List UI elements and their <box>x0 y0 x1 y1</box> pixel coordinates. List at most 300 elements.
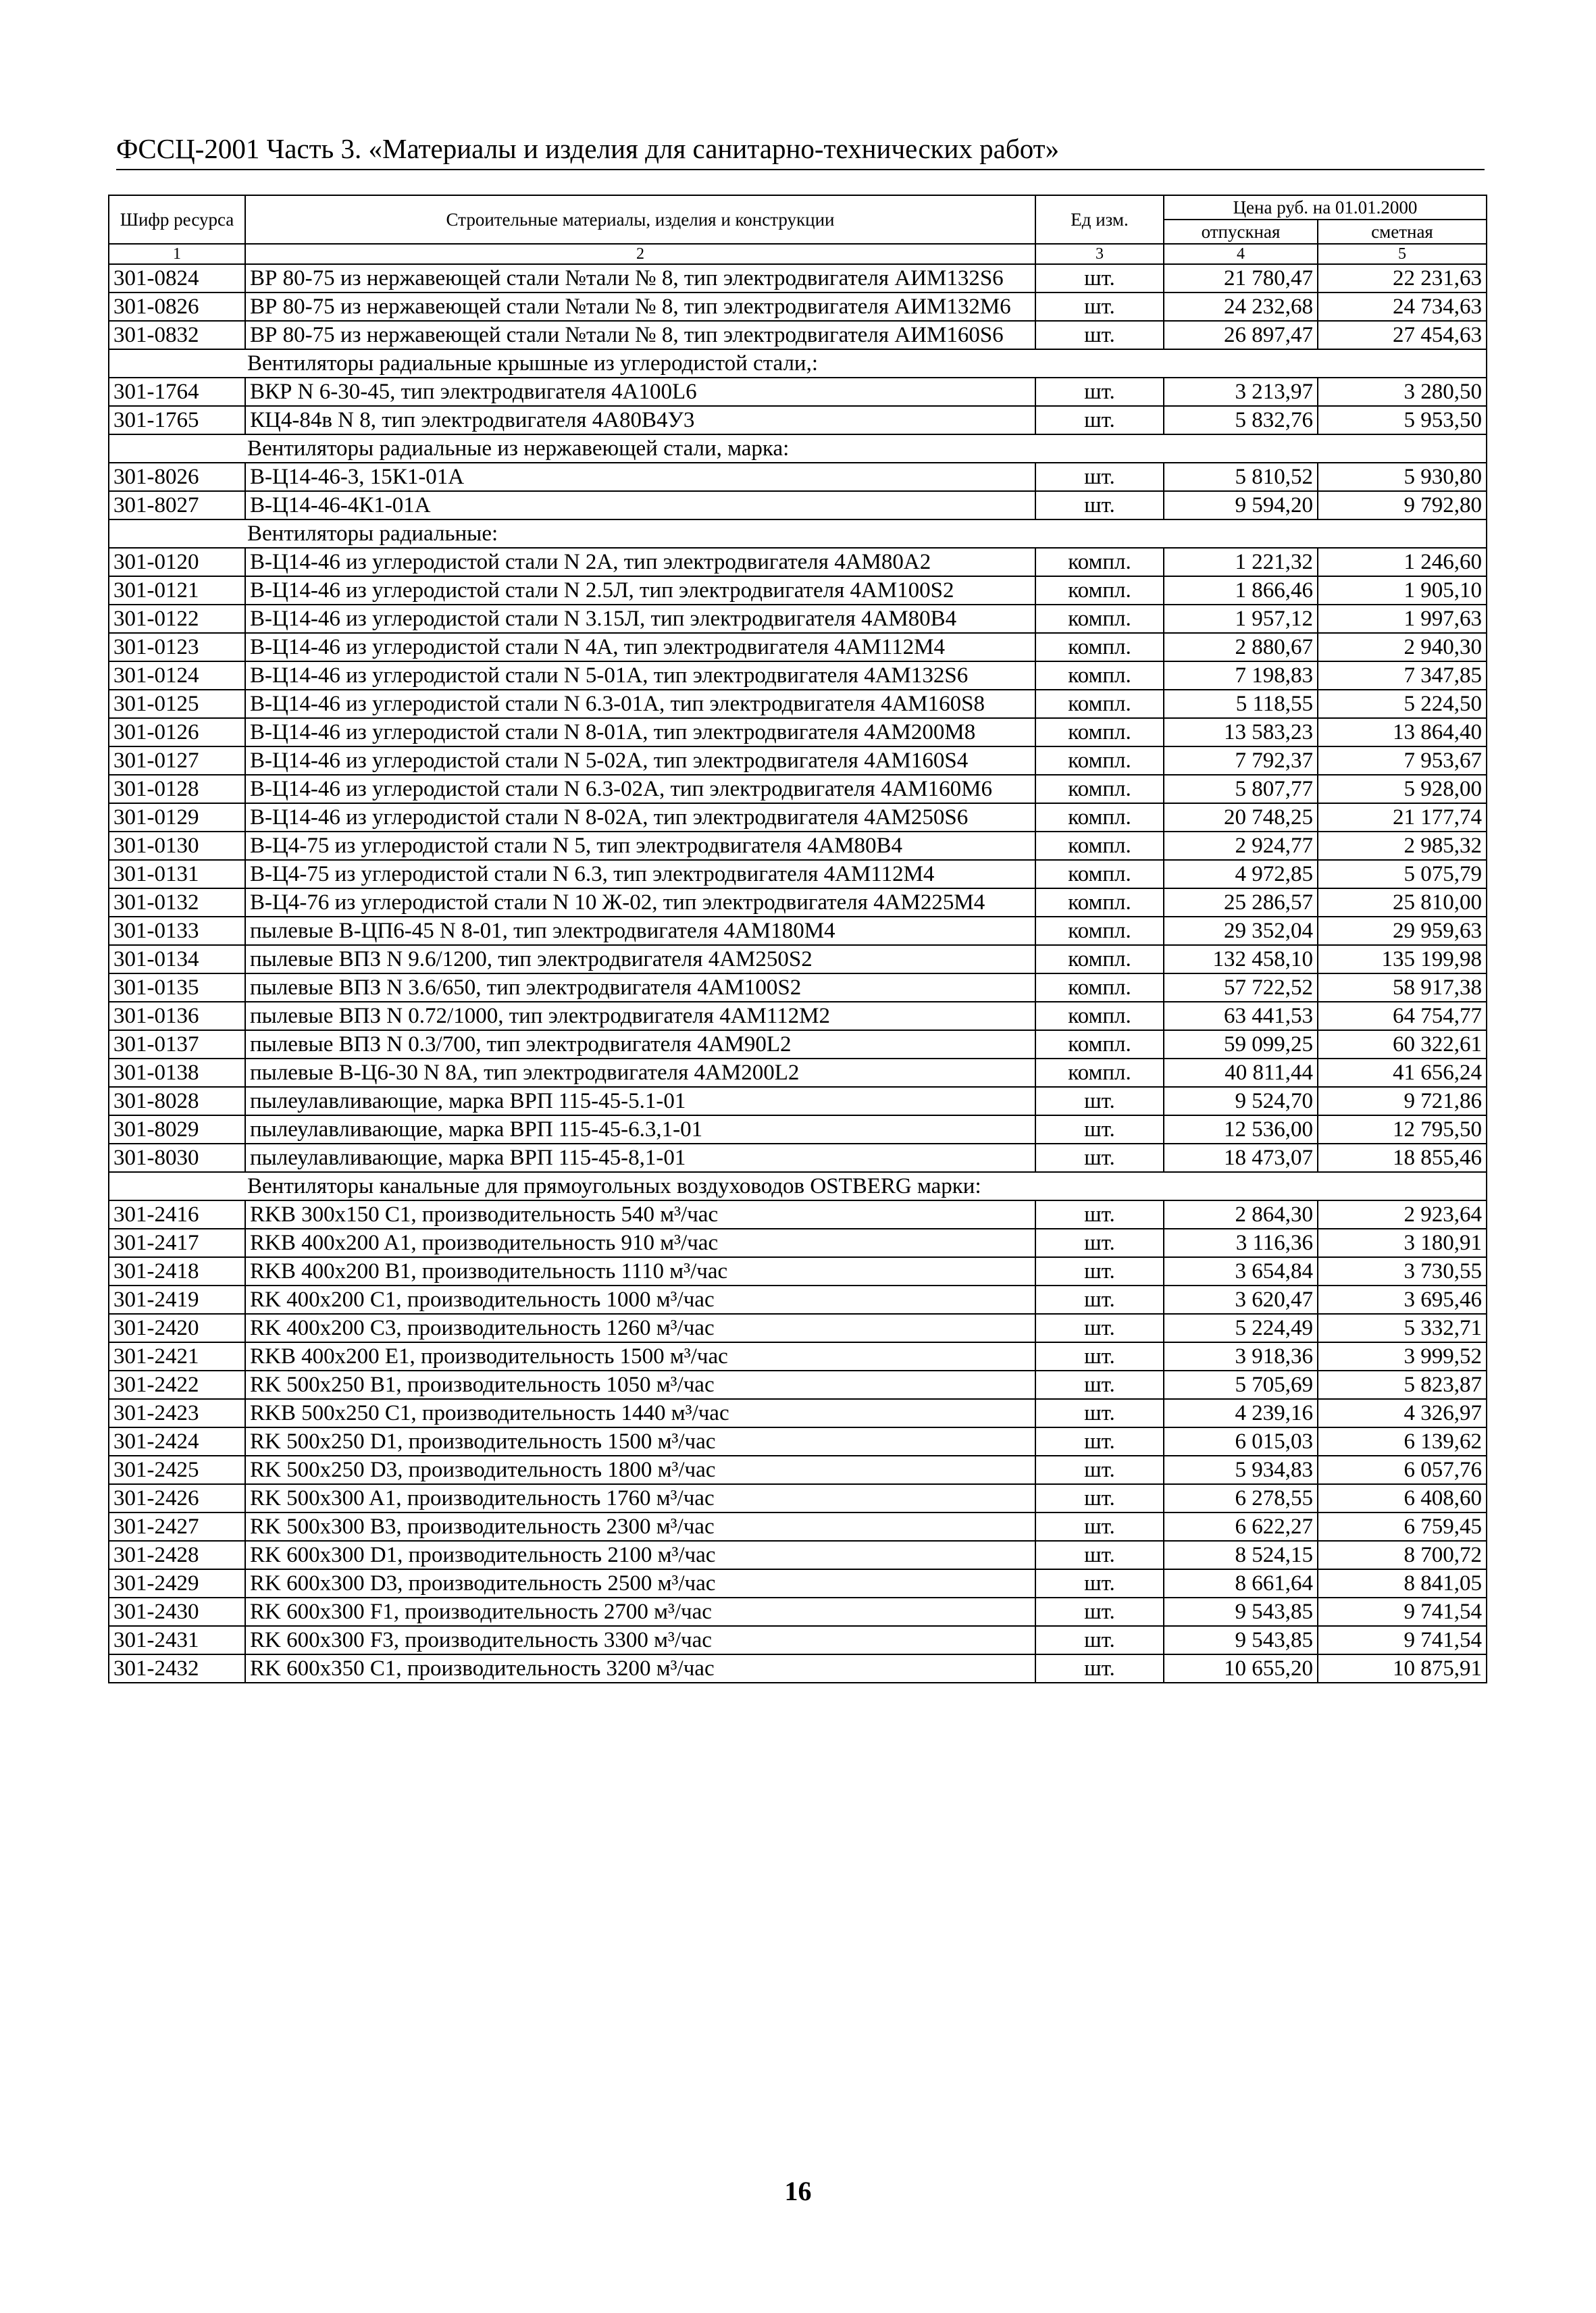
cell-price-release: 24 232,68 <box>1164 293 1318 321</box>
cell-name: пылевые В-ЦП6-45 N 8-01, тип электродвигателя 4АМ180М4 <box>245 917 1035 945</box>
cell-name: пылевые ВПЗ N 3.6/650, тип электродвигателя 4АМ100S2 <box>245 973 1035 1002</box>
table-row <box>109 1200 1487 1229</box>
table-row <box>109 1399 1487 1427</box>
cell-name: В-Ц4-75 из углеродистой стали N 6.3, тип электродвигателя 4АМ112М4 <box>245 860 1035 888</box>
cell-price-release: 6 622,27 <box>1164 1513 1318 1541</box>
table-row <box>109 1059 1487 1087</box>
cell-code: 301-8027 <box>109 491 245 519</box>
cell-unit: шт. <box>1035 1257 1164 1286</box>
cell-name: RK 400x200 C1, производительность 1000 м³/час <box>245 1286 1035 1314</box>
cell-unit: шт. <box>1035 406 1164 434</box>
page-number: 16 <box>784 2176 812 2206</box>
cell-name: пылевые ВПЗ N 0.3/700, тип электродвигателя 4АМ90L2 <box>245 1030 1035 1059</box>
table-body <box>109 264 1487 1683</box>
cell-price-estimate: 4 326,97 <box>1318 1399 1487 1427</box>
header-price-group: Цена руб. на 01.01.2000 <box>1164 195 1487 220</box>
cell-name: пылевые В-Ц6-30 N 8А, тип электродвигателя 4АМ200L2 <box>245 1059 1035 1087</box>
cell-price-estimate: 6 139,62 <box>1318 1427 1487 1456</box>
cell-unit: шт. <box>1035 1342 1164 1371</box>
cell-price-estimate: 7 347,85 <box>1318 661 1487 690</box>
cell-price-estimate: 5 930,80 <box>1318 463 1487 491</box>
cell-price-release: 25 286,57 <box>1164 888 1318 917</box>
cell-code: 301-0136 <box>109 1002 245 1030</box>
header-rule <box>116 169 1485 170</box>
cell-unit: шт. <box>1035 491 1164 519</box>
cell-price-release: 6 278,55 <box>1164 1484 1318 1513</box>
cell-code: 301-0133 <box>109 917 245 945</box>
group-header-row <box>109 1172 1487 1200</box>
cell-unit: шт. <box>1035 293 1164 321</box>
cell-price-estimate: 9 741,54 <box>1318 1598 1487 1626</box>
cell-price-estimate: 60 322,61 <box>1318 1030 1487 1059</box>
cell-price-estimate: 5 928,00 <box>1318 775 1487 803</box>
cell-price-estimate: 3 180,91 <box>1318 1229 1487 1257</box>
column-number: 1 <box>109 244 245 264</box>
cell-code: 301-0128 <box>109 775 245 803</box>
cell-unit: шт. <box>1035 1541 1164 1569</box>
cell-unit: компл. <box>1035 661 1164 690</box>
cell-code: 301-0129 <box>109 803 245 832</box>
column-number: 4 <box>1164 244 1318 264</box>
cell-name: пылеулавливающие, марка ВРП 115-45-8,1-01 <box>245 1144 1035 1172</box>
page-header: ФССЦ-2001 Часть 3. «Материалы и изделия для санитарно-технических работ» <box>116 133 1060 164</box>
cell-unit: шт. <box>1035 321 1164 349</box>
cell-code: 301-0132 <box>109 888 245 917</box>
header-unit: Ед изм. <box>1035 195 1164 244</box>
cell-price-estimate: 3 730,55 <box>1318 1257 1487 1286</box>
cell-unit: шт. <box>1035 1115 1164 1144</box>
cell-code: 301-0134 <box>109 945 245 973</box>
table-row <box>109 832 1487 860</box>
cell-name: RK 500x300 B3, производительность 2300 м³/час <box>245 1513 1035 1541</box>
cell-price-estimate: 9 721,86 <box>1318 1087 1487 1115</box>
table-row <box>109 1257 1487 1286</box>
cell-price-release: 3 918,36 <box>1164 1342 1318 1371</box>
cell-name: В-Ц14-46 из углеродистой стали N 5-02А, тип электродвигателя 4АМ160S4 <box>245 746 1035 775</box>
cell-price-release: 3 116,36 <box>1164 1229 1318 1257</box>
cell-price-release: 18 473,07 <box>1164 1144 1318 1172</box>
cell-price-estimate: 21 177,74 <box>1318 803 1487 832</box>
cell-price-estimate: 6 408,60 <box>1318 1484 1487 1513</box>
cell-code: 301-8026 <box>109 463 245 491</box>
cell-code: 301-0127 <box>109 746 245 775</box>
column-number-row <box>109 244 1487 264</box>
cell-price-release: 9 594,20 <box>1164 491 1318 519</box>
cell-price-estimate: 1 246,60 <box>1318 548 1487 576</box>
cell-code: 301-0832 <box>109 321 245 349</box>
cell-code: 301-2422 <box>109 1371 245 1399</box>
cell-unit: компл. <box>1035 718 1164 746</box>
cell-code: 301-0826 <box>109 293 245 321</box>
cell-name: КЦ4-84в N 8, тип электродвигателя 4А80В4У3 <box>245 406 1035 434</box>
table-row <box>109 1513 1487 1541</box>
cell-code: 301-0138 <box>109 1059 245 1087</box>
cell-price-release: 57 722,52 <box>1164 973 1318 1002</box>
cell-code: 301-0135 <box>109 973 245 1002</box>
table-row <box>109 661 1487 690</box>
cell-unit: компл. <box>1035 746 1164 775</box>
table-row <box>109 1314 1487 1342</box>
cell-price-release: 132 458,10 <box>1164 945 1318 973</box>
table-row <box>109 1456 1487 1484</box>
cell-price-estimate: 13 864,40 <box>1318 718 1487 746</box>
cell-price-release: 3 213,97 <box>1164 378 1318 406</box>
table-row <box>109 1371 1487 1399</box>
table-row <box>109 1030 1487 1059</box>
cell-unit: компл. <box>1035 860 1164 888</box>
cell-price-release: 59 099,25 <box>1164 1030 1318 1059</box>
cell-name: RKB 400x200 A1, производительность 910 м³/час <box>245 1229 1035 1257</box>
table-row <box>109 888 1487 917</box>
cell-name: RK 500x250 D3, производительность 1800 м³/час <box>245 1456 1035 1484</box>
cell-price-release: 40 811,44 <box>1164 1059 1318 1087</box>
cell-price-release: 10 655,20 <box>1164 1654 1318 1683</box>
cell-price-release: 5 832,76 <box>1164 406 1318 434</box>
cell-code: 301-2425 <box>109 1456 245 1484</box>
cell-price-release: 9 524,70 <box>1164 1087 1318 1115</box>
cell-name: В-Ц4-76 из углеродистой стали N 10 Ж-02, тип электродвигателя 4АМ225М4 <box>245 888 1035 917</box>
cell-price-estimate: 2 940,30 <box>1318 633 1487 661</box>
cell-price-estimate: 5 953,50 <box>1318 406 1487 434</box>
table-row <box>109 1626 1487 1654</box>
cell-price-estimate: 6 759,45 <box>1318 1513 1487 1541</box>
header-name: Строительные материалы, изделия и конструкции <box>245 195 1035 244</box>
table-row <box>109 860 1487 888</box>
cell-price-release: 7 198,83 <box>1164 661 1318 690</box>
table-row <box>109 690 1487 718</box>
cell-name: RKB 300x150 C1, производительность 540 м³/час <box>245 1200 1035 1229</box>
table-row <box>109 378 1487 406</box>
cell-price-estimate: 9 741,54 <box>1318 1626 1487 1654</box>
column-number: 2 <box>245 244 1035 264</box>
cell-name: ВР 80-75 из нержавеющей стали №тали № 8, тип электродвигателя АИМ160S6 <box>245 321 1035 349</box>
cell-price-estimate: 10 875,91 <box>1318 1654 1487 1683</box>
cell-unit: шт. <box>1035 1286 1164 1314</box>
table-row <box>109 1002 1487 1030</box>
cell-unit: шт. <box>1035 1456 1164 1484</box>
cell-price-release: 5 934,83 <box>1164 1456 1318 1484</box>
cell-name: пылеулавливающие, марка ВРП 115-45-6.3,1-01 <box>245 1115 1035 1144</box>
table-row <box>109 945 1487 973</box>
cell-price-estimate: 6 057,76 <box>1318 1456 1487 1484</box>
cell-unit: шт. <box>1035 1484 1164 1513</box>
table-row <box>109 1569 1487 1598</box>
cell-code: 301-2423 <box>109 1399 245 1427</box>
cell-unit: шт. <box>1035 1654 1164 1683</box>
cell-price-estimate: 9 792,80 <box>1318 491 1487 519</box>
cell-price-release: 5 807,77 <box>1164 775 1318 803</box>
cell-price-release: 12 536,00 <box>1164 1115 1318 1144</box>
cell-name: RK 500x250 D1, производительность 1500 м³/час <box>245 1427 1035 1456</box>
cell-price-release: 5 118,55 <box>1164 690 1318 718</box>
cell-unit: компл. <box>1035 605 1164 633</box>
cell-name: RK 500x300 A1, производительность 1760 м³/час <box>245 1484 1035 1513</box>
cell-name: В-Ц14-46 из углеродистой стали N 6.3-02А, тип электродвигателя 4АМ160М6 <box>245 775 1035 803</box>
header-price-estimate: сметная <box>1318 220 1487 244</box>
cell-code: 301-8028 <box>109 1087 245 1115</box>
cell-name: пылевые ВПЗ N 0.72/1000, тип электродвигателя 4АМ112М2 <box>245 1002 1035 1030</box>
cell-unit: шт. <box>1035 1229 1164 1257</box>
table-row <box>109 293 1487 321</box>
cell-code: 301-2429 <box>109 1569 245 1598</box>
cell-code: 301-2416 <box>109 1200 245 1229</box>
cell-price-release: 3 620,47 <box>1164 1286 1318 1314</box>
cell-code: 301-2424 <box>109 1427 245 1456</box>
cell-name: RK 600x300 F3, производительность 3300 м³/час <box>245 1626 1035 1654</box>
cell-unit: компл. <box>1035 945 1164 973</box>
cell-price-estimate: 22 231,63 <box>1318 264 1487 293</box>
cell-name: В-Ц14-46 из углеродистой стали N 2А, тип электродвигателя 4АМ80А2 <box>245 548 1035 576</box>
cell-unit: компл. <box>1035 917 1164 945</box>
table-row <box>109 463 1487 491</box>
cell-code: 301-0123 <box>109 633 245 661</box>
cell-price-release: 5 705,69 <box>1164 1371 1318 1399</box>
table-row <box>109 1115 1487 1144</box>
cell-price-estimate: 24 734,63 <box>1318 293 1487 321</box>
cell-price-estimate: 25 810,00 <box>1318 888 1487 917</box>
cell-code: 301-2419 <box>109 1286 245 1314</box>
cell-unit: компл. <box>1035 633 1164 661</box>
cell-unit: шт. <box>1035 1569 1164 1598</box>
cell-code: 301-2426 <box>109 1484 245 1513</box>
cell-price-release: 2 924,77 <box>1164 832 1318 860</box>
cell-code: 301-0137 <box>109 1030 245 1059</box>
table-row <box>109 1484 1487 1513</box>
table-row <box>109 775 1487 803</box>
cell-code: 301-0122 <box>109 605 245 633</box>
cell-price-estimate: 1 905,10 <box>1318 576 1487 605</box>
cell-name: В-Ц14-46-3, 15К1-01А <box>245 463 1035 491</box>
table-row <box>109 973 1487 1002</box>
cell-name: RK 500x250 B1, производительность 1050 м³/час <box>245 1371 1035 1399</box>
cell-name: RKB 500x250 C1, производительность 1440 м³/час <box>245 1399 1035 1427</box>
cell-price-estimate: 58 917,38 <box>1318 973 1487 1002</box>
cell-code: 301-1764 <box>109 378 245 406</box>
cell-code: 301-0120 <box>109 548 245 576</box>
cell-name: RK 600x300 D1, производительность 2100 м³/час <box>245 1541 1035 1569</box>
header-row <box>109 195 1487 220</box>
group-label: Вентиляторы радиальные крышные из углеродистой стали,: <box>109 349 1487 378</box>
header-code: Шифр ресурса <box>109 195 245 244</box>
cell-price-release: 9 543,85 <box>1164 1626 1318 1654</box>
cell-name: В-Ц14-46 из углеродистой стали N 8-01А, тип электродвигателя 4АМ200М8 <box>245 718 1035 746</box>
cell-price-estimate: 8 700,72 <box>1318 1541 1487 1569</box>
table-row <box>109 491 1487 519</box>
cell-unit: шт. <box>1035 264 1164 293</box>
cell-price-estimate: 3 999,52 <box>1318 1342 1487 1371</box>
cell-unit: шт. <box>1035 1087 1164 1115</box>
cell-code: 301-8030 <box>109 1144 245 1172</box>
cell-price-release: 4 239,16 <box>1164 1399 1318 1427</box>
cell-code: 301-2432 <box>109 1654 245 1683</box>
cell-code: 301-2428 <box>109 1541 245 1569</box>
cell-unit: шт. <box>1035 1144 1164 1172</box>
cell-price-estimate: 29 959,63 <box>1318 917 1487 945</box>
price-table <box>108 195 1487 1683</box>
cell-unit: компл. <box>1035 576 1164 605</box>
cell-price-release: 5 810,52 <box>1164 463 1318 491</box>
table-row <box>109 1654 1487 1683</box>
cell-unit: компл. <box>1035 1059 1164 1087</box>
column-number: 5 <box>1318 244 1487 264</box>
cell-code: 301-8029 <box>109 1115 245 1144</box>
cell-name: RKB 400x200 E1, производительность 1500 м³/час <box>245 1342 1035 1371</box>
cell-code: 301-1765 <box>109 406 245 434</box>
cell-code: 301-2421 <box>109 1342 245 1371</box>
cell-price-estimate: 7 953,67 <box>1318 746 1487 775</box>
cell-unit: шт. <box>1035 378 1164 406</box>
cell-price-release: 8 524,15 <box>1164 1541 1318 1569</box>
cell-name: В-Ц14-46 из углеродистой стали N 8-02А, тип электродвигателя 4АМ250S6 <box>245 803 1035 832</box>
table-row <box>109 1286 1487 1314</box>
cell-price-estimate: 5 075,79 <box>1318 860 1487 888</box>
table-row <box>109 406 1487 434</box>
table-row <box>109 718 1487 746</box>
cell-name: В-Ц14-46 из углеродистой стали N 6.3-01А, тип электродвигателя 4АМ160S8 <box>245 690 1035 718</box>
cell-unit: компл. <box>1035 548 1164 576</box>
cell-price-release: 5 224,49 <box>1164 1314 1318 1342</box>
column-number: 3 <box>1035 244 1164 264</box>
table-row <box>109 264 1487 293</box>
cell-price-estimate: 5 332,71 <box>1318 1314 1487 1342</box>
cell-name: В-Ц14-46 из углеродистой стали N 2.5Л, тип электродвигателя 4АМ100S2 <box>245 576 1035 605</box>
cell-price-release: 8 661,64 <box>1164 1569 1318 1598</box>
cell-name: RK 600x300 D3, производительность 2500 м³/час <box>245 1569 1035 1598</box>
cell-price-release: 6 015,03 <box>1164 1427 1318 1456</box>
cell-unit: шт. <box>1035 1427 1164 1456</box>
cell-code: 301-2417 <box>109 1229 245 1257</box>
cell-unit: компл. <box>1035 775 1164 803</box>
cell-price-estimate: 2 923,64 <box>1318 1200 1487 1229</box>
cell-unit: компл. <box>1035 1002 1164 1030</box>
cell-unit: шт. <box>1035 1598 1164 1626</box>
cell-name: В-Ц14-46-4К1-01А <box>245 491 1035 519</box>
group-header-row <box>109 434 1487 463</box>
cell-price-estimate: 12 795,50 <box>1318 1115 1487 1144</box>
cell-name: RKB 400x200 B1, производительность 1110 м³/час <box>245 1257 1035 1286</box>
cell-code: 301-0126 <box>109 718 245 746</box>
cell-name: ВР 80-75 из нержавеющей стали №тали № 8, тип электродвигателя АИМ132S6 <box>245 264 1035 293</box>
cell-name: В-Ц14-46 из углеродистой стали N 5-01А, тип электродвигателя 4АМ132S6 <box>245 661 1035 690</box>
cell-name: RK 400x200 C3, производительность 1260 м³/час <box>245 1314 1035 1342</box>
cell-code: 301-0125 <box>109 690 245 718</box>
cell-price-estimate: 2 985,32 <box>1318 832 1487 860</box>
cell-name: пылеулавливающие, марка ВРП 115-45-5.1-01 <box>245 1087 1035 1115</box>
cell-code: 301-0824 <box>109 264 245 293</box>
cell-name: ВКР N 6-30-45, тип электродвигателя 4А100L6 <box>245 378 1035 406</box>
cell-price-release: 1 957,12 <box>1164 605 1318 633</box>
group-label: Вентиляторы канальные для прямоугольных воздуховодов OSTBERG марки: <box>109 1172 1487 1200</box>
cell-price-release: 4 972,85 <box>1164 860 1318 888</box>
cell-code: 301-0130 <box>109 832 245 860</box>
cell-unit: шт. <box>1035 463 1164 491</box>
table-row <box>109 1598 1487 1626</box>
cell-price-release: 20 748,25 <box>1164 803 1318 832</box>
cell-price-release: 13 583,23 <box>1164 718 1318 746</box>
cell-unit: шт. <box>1035 1314 1164 1342</box>
table-row <box>109 1342 1487 1371</box>
cell-unit: шт. <box>1035 1371 1164 1399</box>
cell-price-release: 63 441,53 <box>1164 1002 1318 1030</box>
table-row <box>109 633 1487 661</box>
header-price-release: отпускная <box>1164 220 1318 244</box>
cell-price-estimate: 64 754,77 <box>1318 1002 1487 1030</box>
cell-name: ВР 80-75 из нержавеющей стали №тали № 8, тип электродвигателя АИМ132М6 <box>245 293 1035 321</box>
cell-price-estimate: 18 855,46 <box>1318 1144 1487 1172</box>
table-row <box>109 1144 1487 1172</box>
cell-price-estimate: 3 695,46 <box>1318 1286 1487 1314</box>
table-row <box>109 803 1487 832</box>
cell-price-estimate: 5 823,87 <box>1318 1371 1487 1399</box>
cell-price-release: 21 780,47 <box>1164 264 1318 293</box>
cell-price-estimate: 1 997,63 <box>1318 605 1487 633</box>
cell-price-release: 2 880,67 <box>1164 633 1318 661</box>
cell-unit: компл. <box>1035 973 1164 1002</box>
cell-price-estimate: 27 454,63 <box>1318 321 1487 349</box>
cell-price-release: 1 221,32 <box>1164 548 1318 576</box>
cell-unit: шт. <box>1035 1200 1164 1229</box>
cell-price-estimate: 135 199,98 <box>1318 945 1487 973</box>
cell-code: 301-2430 <box>109 1598 245 1626</box>
table-row <box>109 1427 1487 1456</box>
cell-unit: компл. <box>1035 888 1164 917</box>
cell-unit: компл. <box>1035 832 1164 860</box>
cell-code: 301-0124 <box>109 661 245 690</box>
table-row <box>109 1087 1487 1115</box>
group-label: Вентиляторы радиальные: <box>109 519 1487 548</box>
table-row <box>109 917 1487 945</box>
cell-unit: шт. <box>1035 1513 1164 1541</box>
cell-unit: шт. <box>1035 1399 1164 1427</box>
table-row <box>109 746 1487 775</box>
table-row <box>109 548 1487 576</box>
group-header-row <box>109 349 1487 378</box>
group-label: Вентиляторы радиальные из нержавеющей стали, марка: <box>109 434 1487 463</box>
cell-code: 301-0121 <box>109 576 245 605</box>
group-header-row <box>109 519 1487 548</box>
table-row <box>109 605 1487 633</box>
cell-code: 301-2431 <box>109 1626 245 1654</box>
cell-code: 301-0131 <box>109 860 245 888</box>
table-row <box>109 576 1487 605</box>
cell-unit: шт. <box>1035 1626 1164 1654</box>
cell-name: RK 600x300 F1, производительность 2700 м³/час <box>245 1598 1035 1626</box>
cell-price-release: 3 654,84 <box>1164 1257 1318 1286</box>
cell-price-estimate: 3 280,50 <box>1318 378 1487 406</box>
table-row <box>109 321 1487 349</box>
cell-price-release: 29 352,04 <box>1164 917 1318 945</box>
cell-unit: компл. <box>1035 690 1164 718</box>
cell-price-release: 1 866,46 <box>1164 576 1318 605</box>
cell-name: В-Ц14-46 из углеродистой стали N 4А, тип электродвигателя 4АМ112М4 <box>245 633 1035 661</box>
cell-name: пылевые ВПЗ N 9.6/1200, тип электродвигателя 4АМ250S2 <box>245 945 1035 973</box>
cell-price-estimate: 8 841,05 <box>1318 1569 1487 1598</box>
cell-price-release: 7 792,37 <box>1164 746 1318 775</box>
cell-name: В-Ц4-75 из углеродистой стали N 5, тип электродвигателя 4АМ80В4 <box>245 832 1035 860</box>
cell-code: 301-2427 <box>109 1513 245 1541</box>
cell-price-release: 26 897,47 <box>1164 321 1318 349</box>
table-row <box>109 1541 1487 1569</box>
cell-name: RK 600x350 C1, производительность 3200 м³/час <box>245 1654 1035 1683</box>
cell-price-estimate: 5 224,50 <box>1318 690 1487 718</box>
cell-code: 301-2418 <box>109 1257 245 1286</box>
cell-code: 301-2420 <box>109 1314 245 1342</box>
cell-unit: компл. <box>1035 1030 1164 1059</box>
table-row <box>109 1229 1487 1257</box>
cell-price-release: 2 864,30 <box>1164 1200 1318 1229</box>
cell-unit: компл. <box>1035 803 1164 832</box>
cell-price-release: 9 543,85 <box>1164 1598 1318 1626</box>
